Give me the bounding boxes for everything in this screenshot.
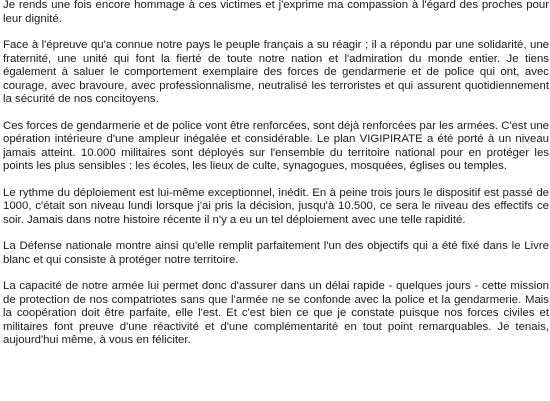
paragraph-deployment-pace: Le rythme du déploiement est lui-même exceptionnel, inédit. En à peine trois jours le dispositif est passé de 1000, c'était son niveau lundi lorsque j'ai pris la décision, jusqu'à 10.500, ce sera le niveau des effectifs ce soir. Jamais dans notre histoire récente il n'y a eu un tel déploiement avec une telle rapidité. <box>3 186 549 226</box>
paragraph-army-capacity: La capacité de notre armée lui permet donc d'assurer dans un délai rapide - quelques jours - cette mission de protection de nos compatriotes sans que l'armée ne se confonde avec la police et la gendarmerie. Mais la coopération doit être parfaite, elle l'est. Et c'est bien ce que je constate puisque nos forces civiles et militaires font preuve d'une réactivité et d'une complémentarité en tout point remarquables. Je tenais, aujourd'hui même, à vous en féliciter. <box>3 280 549 346</box>
paragraph-national-defence: La Défense nationale montre ainsi qu'elle remplit parfaitement l'un des objectifs qui a été fixé dans le Livre blanc et qui consiste à protéger notre territoire. <box>3 240 549 266</box>
paragraph-national-response: Face à l'épreuve qu'a connue notre pays le peuple français a su réagir ; il a répondu par une solidarité, une fraternité, une unité qui font la fierté de toute notre nation et l'admiration du monde entier. Je tiens également à saluer le comportement exemplaire des forces de gendarmerie et de police qui ont, avec courage, avec bravoure, avec professionnalisme, neutralisé les terroristes et qui assurent quotidiennement la sécurité de nos concitoyens. <box>3 39 549 105</box>
paragraph-armed-forces-reinforcement: Ces forces de gendarmerie et de police vont être renforcées, sont déjà renforcées par les armées. C'est une opération intérieure d'une ampleur inégalée et considérable. Le plan VIGIPIRATE a été porté à un niveau jamais atteint. 10.000 militaires sont déployés sur l'ensemble du territoire national pour en protéger les points les plus sensibles : les écoles, les lieux de culte, synagogues, mosquées, églises ou temples. <box>3 119 549 172</box>
paragraph-tribute: Je rends une fois encore hommage à ces victimes et j'exprime ma compassion à l'égard des proches pour leur dignité. <box>3 0 549 25</box>
document-page <box>3 0 549 401</box>
